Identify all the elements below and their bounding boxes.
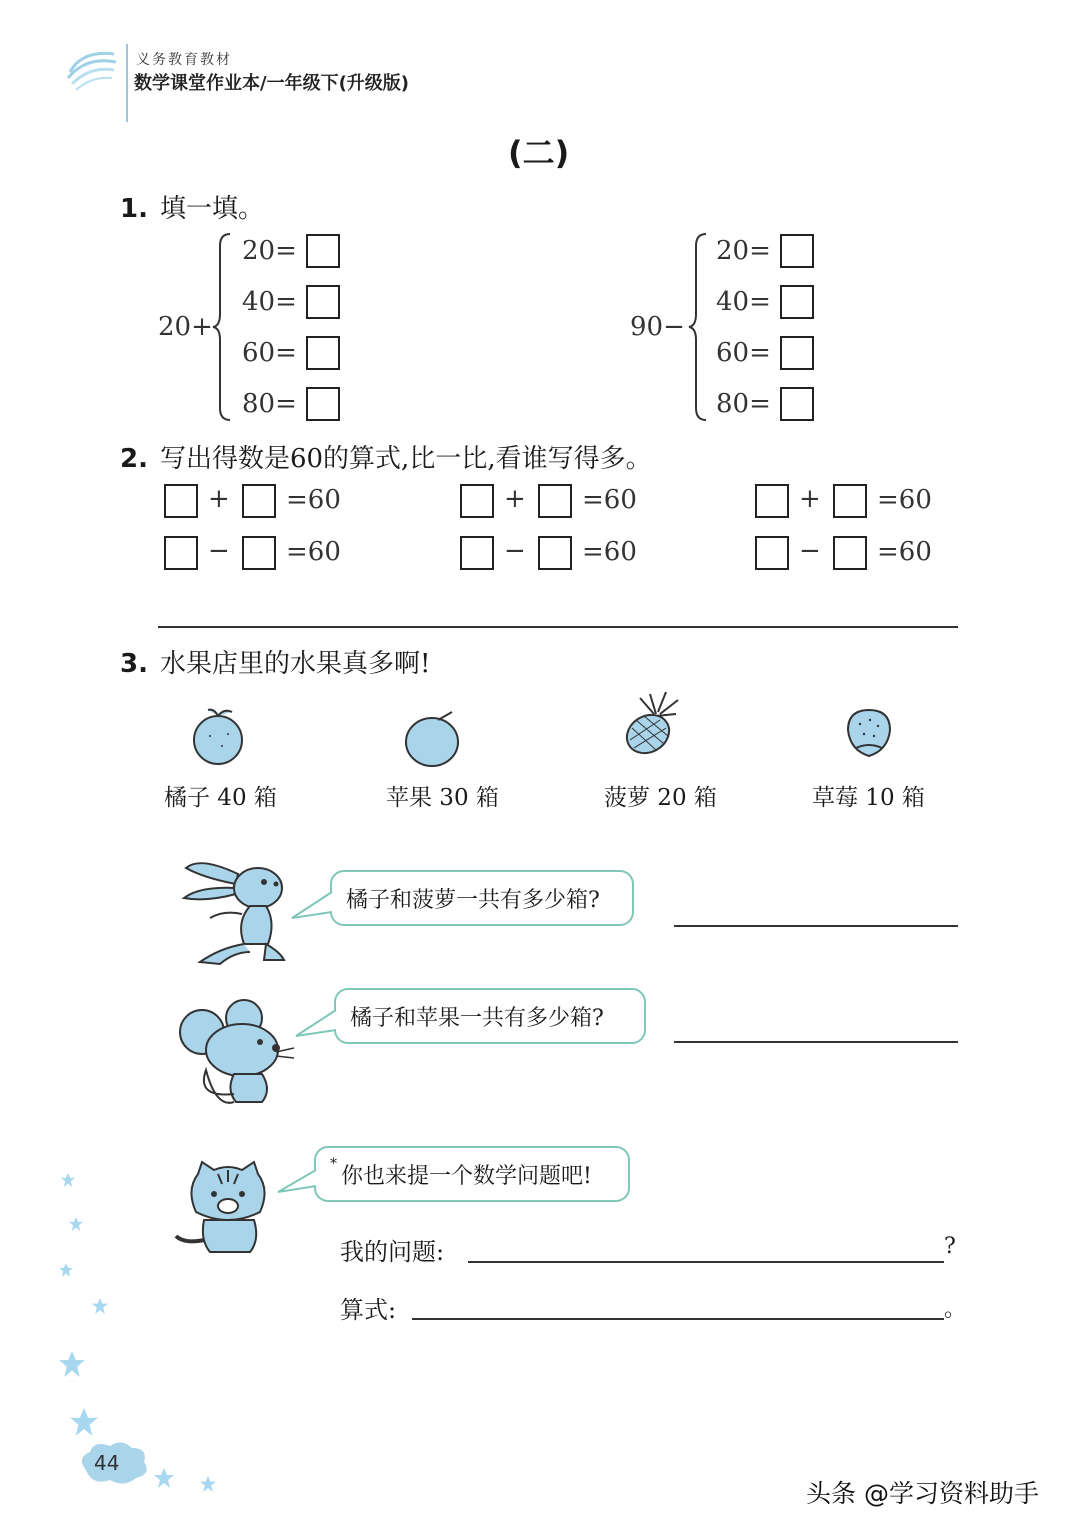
minus-sign: − bbox=[504, 536, 526, 566]
page-number: 44 bbox=[94, 1451, 120, 1475]
minus-sign: − bbox=[799, 536, 821, 566]
formula-line[interactable] bbox=[412, 1318, 944, 1320]
equals-sixty: =60 bbox=[582, 537, 637, 567]
q2-number: 2. bbox=[120, 444, 148, 474]
q2-text: 写出得数是60的算式,比一比,看谁写得多。 bbox=[159, 444, 652, 474]
answer-box[interactable] bbox=[306, 387, 340, 421]
answer-box[interactable] bbox=[460, 536, 494, 570]
mouse-icon bbox=[176, 998, 296, 1110]
q1-right-item-1: 20= bbox=[716, 236, 771, 266]
answer-box[interactable] bbox=[780, 336, 814, 370]
q1-left-item-2: 40= bbox=[242, 287, 297, 317]
bubble-tail bbox=[294, 1006, 338, 1040]
speech-bubble-tiger bbox=[314, 1146, 630, 1202]
tiger-question-text: 你也来提一个数学问题吧! bbox=[341, 1163, 592, 1189]
left-brace-icon bbox=[688, 232, 708, 422]
equals-sixty: =60 bbox=[286, 485, 341, 515]
section-divider bbox=[158, 626, 958, 628]
answer-box[interactable] bbox=[780, 387, 814, 421]
fruit-label-strawberry: 草莓 10 箱 bbox=[812, 785, 925, 811]
rabbit-icon bbox=[180, 852, 290, 968]
formula-label: 算式: bbox=[340, 1296, 397, 1324]
plus-sign: + bbox=[208, 484, 230, 514]
equals-sixty: =60 bbox=[877, 485, 932, 515]
answer-line[interactable] bbox=[674, 1041, 958, 1043]
answer-box[interactable] bbox=[306, 336, 340, 370]
plus-sign: + bbox=[504, 484, 526, 514]
q1-right-item-2: 40= bbox=[716, 287, 771, 317]
answer-box[interactable] bbox=[306, 234, 340, 268]
header-divider bbox=[126, 44, 128, 122]
answer-box[interactable] bbox=[164, 536, 198, 570]
tiger-mark: * bbox=[330, 1156, 337, 1172]
q3-text: 水果店里的水果真多啊! bbox=[159, 649, 431, 679]
formula-end: 。 bbox=[944, 1297, 967, 1322]
pineapple-icon bbox=[616, 688, 682, 758]
answer-box[interactable] bbox=[538, 484, 572, 518]
plus-sign: + bbox=[799, 484, 821, 514]
answer-box[interactable] bbox=[242, 484, 276, 518]
q1-left-item-3: 60= bbox=[242, 338, 297, 368]
section-title: (二) bbox=[508, 134, 570, 172]
q1-left-item-1: 20= bbox=[242, 236, 297, 266]
q3-heading bbox=[120, 643, 430, 680]
answer-box[interactable] bbox=[242, 536, 276, 570]
minus-sign: − bbox=[208, 536, 230, 566]
book-title: 数学课堂作业本/一年级下(升级版) bbox=[134, 73, 410, 94]
q1-text: 填一填。 bbox=[159, 194, 264, 224]
answer-box[interactable] bbox=[780, 234, 814, 268]
q2-heading bbox=[120, 438, 652, 475]
mouse-question-text: 橘子和苹果一共有多少箱? bbox=[350, 1005, 604, 1031]
watermark: 头条 @学习资料助手 bbox=[806, 1479, 1039, 1508]
fruit-label-orange: 橘子 40 箱 bbox=[164, 785, 277, 811]
fruit-label-apple: 苹果 30 箱 bbox=[386, 785, 499, 811]
q1-right-prefix: 90− bbox=[630, 312, 685, 342]
answer-box[interactable] bbox=[538, 536, 572, 570]
q3-number: 3. bbox=[120, 649, 148, 679]
answer-box[interactable] bbox=[164, 484, 198, 518]
my-question-line[interactable] bbox=[468, 1261, 944, 1263]
answer-box[interactable] bbox=[306, 285, 340, 319]
equals-sixty: =60 bbox=[582, 485, 637, 515]
answer-box[interactable] bbox=[780, 285, 814, 319]
equals-sixty: =60 bbox=[286, 537, 341, 567]
q1-left-item-4: 80= bbox=[242, 389, 297, 419]
publisher-logo bbox=[62, 46, 122, 98]
strawberry-icon bbox=[842, 700, 896, 758]
answer-box[interactable] bbox=[755, 536, 789, 570]
fruit-label-pineapple: 菠萝 20 箱 bbox=[604, 785, 717, 811]
q1-right-item-4: 80= bbox=[716, 389, 771, 419]
answer-box[interactable] bbox=[833, 484, 867, 518]
my-question-label: 我的问题: bbox=[340, 1238, 445, 1266]
speech-bubble-mouse bbox=[334, 988, 646, 1044]
q1-number: 1. bbox=[120, 194, 148, 224]
orange-icon bbox=[188, 704, 248, 766]
q1-heading bbox=[120, 188, 264, 225]
my-question-end: ? bbox=[944, 1234, 956, 1259]
answer-line[interactable] bbox=[674, 925, 958, 927]
series-label: 义务教育教材 bbox=[136, 52, 232, 68]
equals-sixty: =60 bbox=[877, 537, 932, 567]
apple-icon bbox=[400, 710, 466, 768]
speech-bubble-rabbit bbox=[330, 870, 634, 926]
answer-box[interactable] bbox=[460, 484, 494, 518]
q1-right-item-3: 60= bbox=[716, 338, 771, 368]
bubble-tail bbox=[290, 888, 334, 922]
answer-box[interactable] bbox=[755, 484, 789, 518]
rabbit-question-text: 橘子和菠萝一共有多少箱? bbox=[346, 887, 600, 913]
q1-left-prefix: 20+ bbox=[158, 312, 213, 342]
bubble-tail bbox=[276, 1166, 318, 1196]
left-brace-icon bbox=[212, 232, 232, 422]
answer-box[interactable] bbox=[833, 536, 867, 570]
